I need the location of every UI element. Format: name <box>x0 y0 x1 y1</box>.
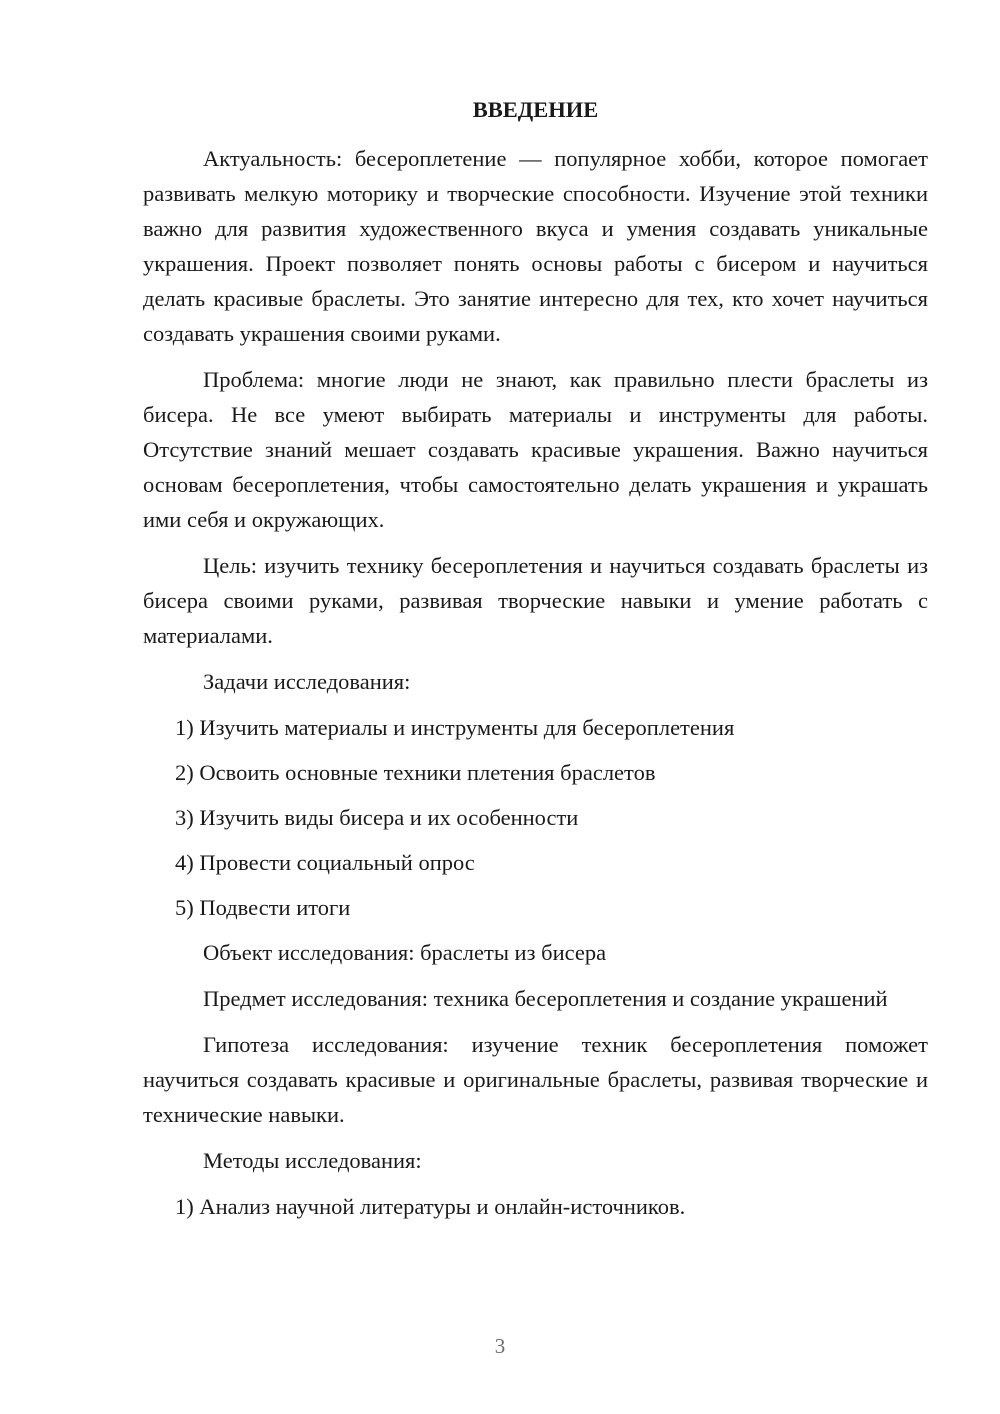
tasks-title: Задачи исследования: <box>203 669 411 694</box>
section-heading: ВВЕДЕНИЕ <box>472 97 599 122</box>
list-item: 4) Провести социальный опрос <box>175 850 475 875</box>
methods-list <box>143 1189 928 1224</box>
document-page <box>143 92 928 1234</box>
hypothesis-paragraph: Гипотеза исследования: изучение техник бесероплетения поможет научиться создавать красивые и оригинальные браслеты, развивая творческие и технические навыки. <box>143 1032 928 1127</box>
list-item: 3) Изучить виды бисера и их особенности <box>175 805 579 830</box>
object-paragraph: Объект исследования: браслеты из бисера <box>203 940 607 965</box>
relevance-paragraph: Актуальность: бесероплетение — популярное хобби, которое помогает развивать мелкую моторику и творческие способности. Изучение этой техники важно для развития художественного вкуса и умения создавать уникальные украшения. Проект позволяет понять основы работы с бисером и научиться делать красивые браслеты. Это занятие интересно для тех, кто хочет научиться создавать украшения своими руками. <box>143 146 928 346</box>
tasks-list <box>143 710 928 925</box>
list-item: 1) Изучить материалы и инструменты для бесероплетения <box>175 715 735 740</box>
page-number: 3 <box>494 1334 506 1358</box>
methods-title: Методы исследования: <box>203 1148 422 1173</box>
list-item: 2) Освоить основные техники плетения браслетов <box>175 760 656 785</box>
list-item: 5) Подвести итоги <box>175 895 351 920</box>
subject-paragraph: Предмет исследования: техника бесероплетения и создание украшений <box>203 986 888 1011</box>
list-item: 1) Анализ научной литературы и онлайн-источников. <box>175 1194 686 1219</box>
goal-paragraph: Цель: изучить технику бесероплетения и научиться создавать браслеты из бисера своими руками, развивая творческие навыки и умение работать с материалами. <box>143 553 928 648</box>
problem-paragraph: Проблема: многие люди не знают, как правильно плести браслеты из бисера. Не все умеют выбирать материалы и инструменты для работы. Отсутствие знаний мешает создавать красивые украшения. Важно научиться основам бесероплетения, чтобы самостоятельно делать украшения и украшать ими себя и окружающих. <box>143 367 928 532</box>
